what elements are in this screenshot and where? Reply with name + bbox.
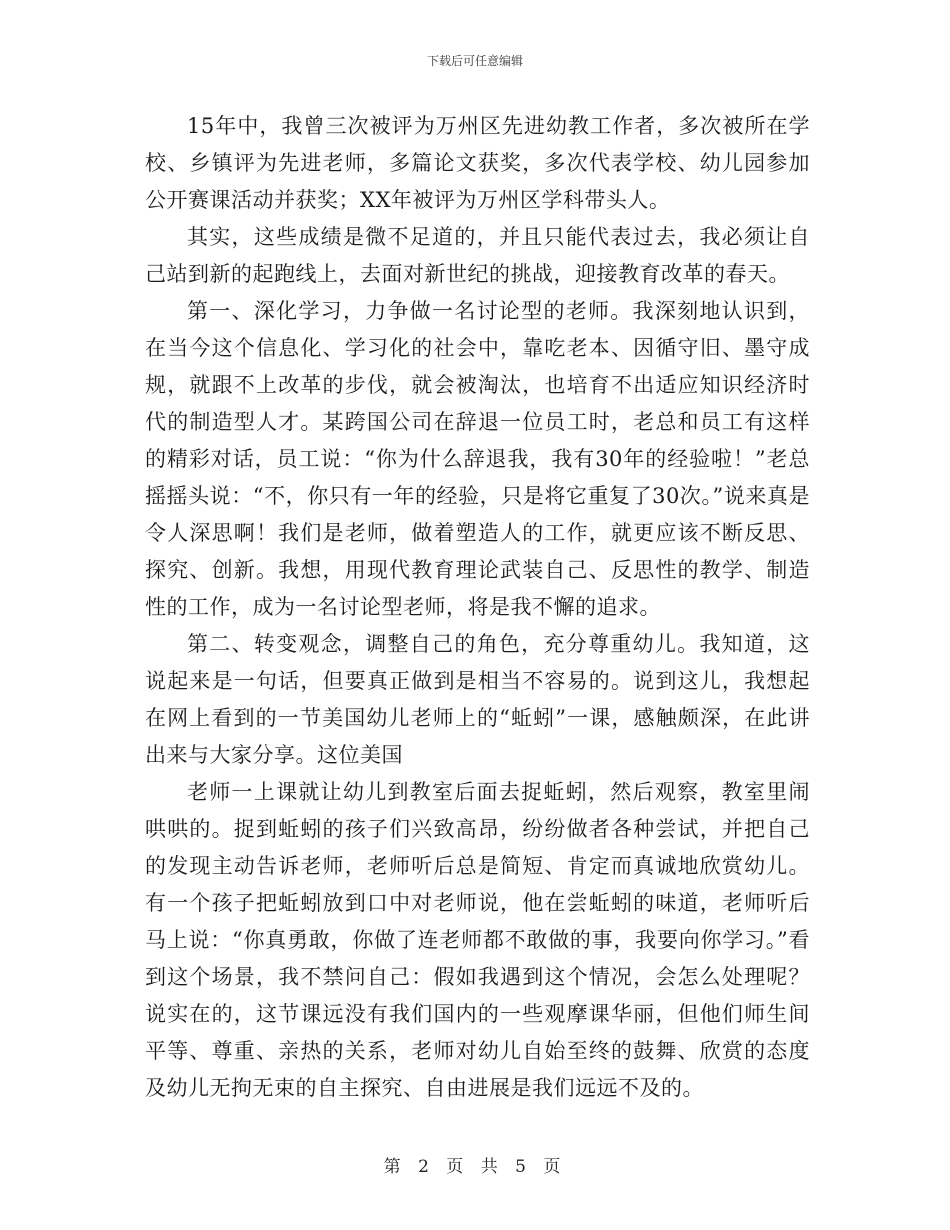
paragraph-1: 15年中，我曾三次被评为万州区先进幼教工作者，多次被所在学校、乡镇评为先进老师，多篇论文获奖，多次代表学校、幼儿园参加公开赛课活动并获奖；XX年被评为万州区学科带头人。 — [145, 114, 810, 212]
page-header: 下载后可任意编辑 — [426, 54, 523, 68]
document-body — [145, 108, 810, 1107]
page-footer: 第 2 页 共 5 页 — [383, 1157, 567, 1177]
paragraph-3: 第一、深化学习，力争做一名讨论型的老师。我深刻地认识到，在当今这个信息化、学习化的社会中，靠吃老本、因循守旧、墨守成规，就跟不上改革的步伐，就会被淘汰，也培育不出适应知识经济时代的制造型人才。某跨国公司在辞退一位员工时，老总和员工有这样的精彩对话，员工说：“你为什么辞退我，我有30年的经验啦！”老总摇摇头说：“不，你只有一年的经验，只是将它重复了30次。”说来真是令人深思啊！我们是老师，做着塑造人的工作，就更应该不断反思、探究、创新。我想，用现代教育理论武装自己、反思性的教学、制造性的工作，成为一名讨论型老师，将是我不懈的追求。 — [145, 299, 810, 619]
paragraph-2: 其实，这些成绩是微不足道的，并且只能代表过去，我必须让自己站到新的起跑线上，去面对新世纪的挑战，迎接教育改革的春天。 — [145, 225, 810, 286]
paragraph-4: 第二、转变观念，调整自己的角色，充分尊重幼儿。我知道，这说起来是一句话，但要真正做到是相当不容易的。说到这儿，我想起在网上看到的一节美国幼儿老师上的“蚯蚓”一课，感触颇深，在此讲出来与大家分享。这位美国 — [145, 632, 810, 767]
paragraph-5: 老师一上课就让幼儿到教室后面去捉蚯蚓，然后观察，教室里闹哄哄的。捉到蚯蚓的孩子们兴致高昂，纷纷做者各种尝试，并把自己的发现主动告诉老师，老师听后总是简短、肯定而真诚地欣赏幼儿。有一个孩子把蚯蚓放到口中对老师说，他在尝蚯蚓的味道，老师听后马上说：“你真勇敢，你做了连老师都不敢做的事，我要向你学习。”看到这个场景，我不禁问自己：假如我遇到这个情况，会怎么处理呢？说实在的，这节课远没有我们国内的一些观摩课华丽，但他们师生间平等、尊重、亲热的关系，老师对幼儿自始至终的鼓舞、欣赏的态度及幼儿无拘无束的自主探究、自由进展是我们远远不及的。 — [145, 780, 810, 1100]
